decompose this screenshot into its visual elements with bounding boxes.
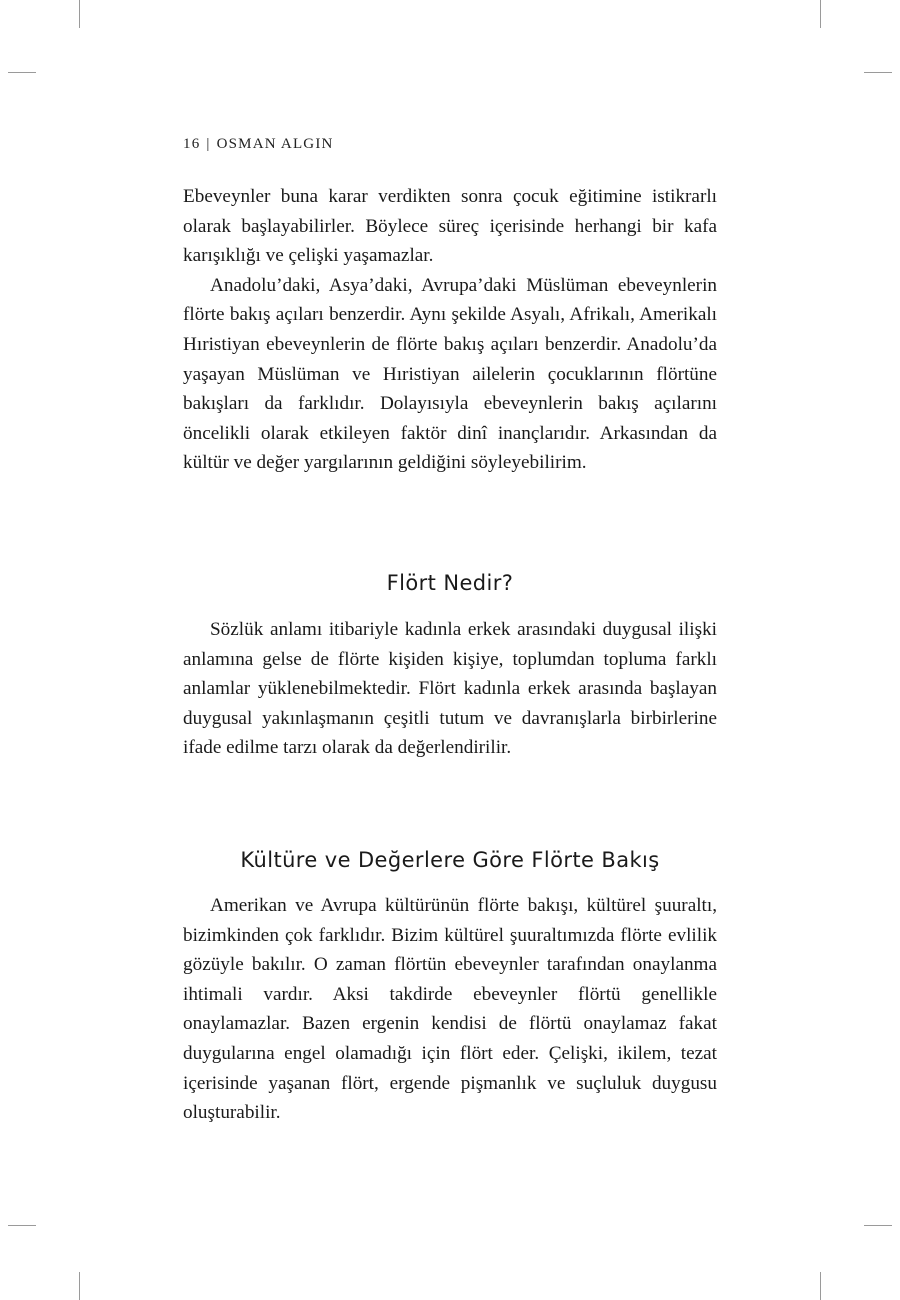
section-heading: Kültüre ve Değerlere Göre Flörte Bakış: [240, 848, 660, 872]
section-body: [183, 615, 717, 763]
paragraph: Anadolu’daki, Asya’daki, Avrupa’daki Müslüman ebeveynlerin flörte bakış açıları benzerdir. Aynı şekilde Asyalı, Afrikalı, Amerikalı Hıristiyan ebeveynlerin de flörte bakış açıları benzerdir. Anadolu’da yaşayan Müslüman ve Hıristiyan ailelerin çocuklarının flörtüne bakışları da farklıdır. Dolayısıyla ebeveynlerin bakış açılarını öncelikli olarak etkileyen faktör dinî inançlarıdır. Arkasından da kültür ve değer yargılarının geldiğini söyleyebilirim.: [183, 274, 717, 474]
section-body: [183, 891, 717, 1128]
crop-mark-left-top: [8, 72, 36, 73]
paragraph: Ebeveynler buna karar verdikten sonra çocuk eğitimine istikrarlı olarak başlayabilirler. Böylece süreç içerisinde herhangi bir kafa karışıklığı ve çelişki yaşamazlar.: [183, 186, 717, 267]
page-number: 16: [183, 136, 201, 152]
crop-mark-right-bottom: [864, 1225, 892, 1226]
paragraph: Amerikan ve Avrupa kültürünün flörte bakışı, kültürel şuuraltı, bizimkinden çok farklıdır. Bizim kültürel şuuraltımızda flörte evlilik gözüyle bakılır. O zaman flörtün ebeveynler tarafından onaylanma ihtimali vardır. Aksi takdirde ebeveynler flörtü genellikle onaylamazlar. Bazen ergenin kendisi de flörtü onaylamaz fakat duygularına engel olamadığı için flört eder. Çelişki, ikilem, tezat içerisinde yaşanan flört, ergende pişmanlık ve suçluluk duygusu oluşturabilir.: [183, 895, 717, 1124]
crop-mark-bottom-left: [79, 1272, 80, 1300]
author-name: OSMAN ALGIN: [216, 136, 334, 152]
crop-mark-left-bottom: [8, 1225, 36, 1226]
crop-mark-top-right: [820, 0, 821, 28]
running-head: [183, 136, 334, 153]
crop-mark-top-left: [79, 0, 80, 28]
crop-mark-right-top: [864, 72, 892, 73]
section-heading: Flört Nedir?: [386, 571, 514, 595]
running-head-separator: |: [206, 136, 211, 152]
paragraph: Sözlük anlamı itibariyle kadınla erkek arasındaki duygusal ilişki anlamına gelse de flörte kişiden kişiye, toplumdan topluma farklı anlamlar yüklenebilmektedir. Flört kadınla erkek arasında başlayan duygusal yakınlaşmanın çeşitli tutum ve davranışlarla birbirlerine ifade edilme tarzı olarak da değerlendirilir.: [183, 619, 717, 759]
intro-text: [183, 182, 717, 478]
crop-mark-bottom-right: [820, 1272, 821, 1300]
